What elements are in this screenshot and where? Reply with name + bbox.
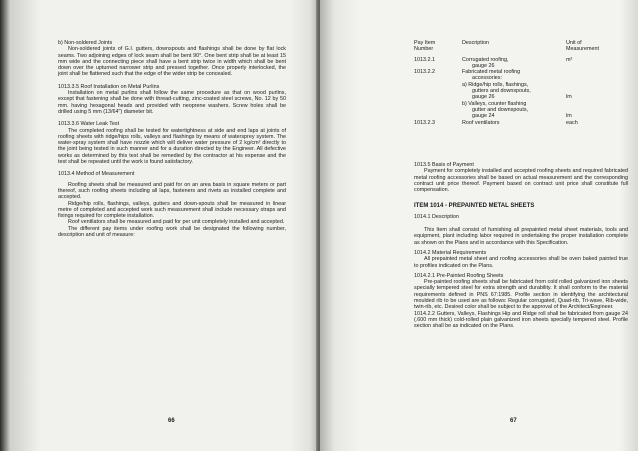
section-1014-2-heading: 1014.2 Material Requirements xyxy=(414,249,487,256)
row-description-line-2: accessories: xyxy=(472,75,502,82)
section-1014-1-paragraph: This Item shall consist of furnishing all prepainted metal sheet materials, tools and equipment, plant including labor required in undertaking the proper installation complete as shown on the Plans and in accordance with this Specification. xyxy=(414,227,628,246)
header-pay-item: Pay Item xyxy=(414,40,436,46)
section-1013-5-paragraph: Payment for completely installed and accepted roofing sheets and required fabricated metal roofing accessories shall be based on actual measurement and the corresponding contract unit price thereof. Payment based on contract unit price shall constitute full compensation. xyxy=(414,168,628,194)
section-1013-3-6-heading: 1013.3.6 Water Leak Test xyxy=(58,121,120,128)
item-b-paragraph: Non-soldered joints of G.I. gutters, downspouts and flashings shall be done by flat lock seams. Two adjoining edges of lock seam shall be bent 90°. One bent strip shall be at least 15 mm wide and the connecting piece shall have a bent strip twice in width which shall be bent down over the upturned narrower strip and pressed together. Once properly interlocked, the joint shall be flattened such that the edge of the wider strip be concealed. xyxy=(58,46,286,78)
right-text-column xyxy=(414,162,628,330)
row-description-line-2: gutters and downspouts, xyxy=(472,88,531,95)
header-unit: Unit of xyxy=(566,40,582,46)
item-b-heading: b) Non-soldered Joints xyxy=(58,40,113,46)
section-1013-5-heading: 1013.5 Basis of Payment xyxy=(414,162,474,168)
row-description: b) Valleys, counter flashing xyxy=(462,100,527,107)
section-1013-4-paragraph-2: Ridge/hip rolls, flashings, valleys, gutters and down-spouts shall be measured in linear metre of completed and accepted work such measurement shall include necessary straps and fixings required for complete installation. xyxy=(58,200,286,220)
section-1014-2-1-paragraph: Pre-painted roofing sheets shall be fabricated from cold rolled galvanized iron sheets specially tempered steel for extra strength and durability. It shall conform to the material requirements defined in PNS 67:1985. Profile section in identifying the architectural moulded rib to be used are as follows: Regular corrugated, Quad-rib, Tri-wave, Rib-wide, twin-rib, etc. Desired color shall be subject to the approval of the Architect/Engineer. xyxy=(414,279,628,311)
row-number: 1013.2.3 xyxy=(414,119,435,126)
section-1013-3-6-paragraph: The completed roofing shall be tested for watertightness at side and end laps at joints of roofing sheets with ridge/hips rolls, valleys and flashings by means of watersprey system. The water-spray system shall have nozzle which will deliver water pressure of 2 kg/cm² directly to the joint being tested in such manner and for a duration directed by the Engineer. All defective works as determined by this test shall be remedied by the contractor at his expense and the test shall be repeated until the work is found satisfactory. xyxy=(58,127,286,166)
row-number: 1013.2.1 xyxy=(414,56,435,63)
row-unit: m² xyxy=(566,56,573,63)
section-1013-4-paragraph-1: Roofing sheets shall be measured and paid for on an area basis in square meters or part thereof, such roofing sheets including all laps, fasteners and rivets as installed complete and accepted. xyxy=(58,181,286,201)
table-row xyxy=(414,82,624,101)
row-description-line-2: gutter and downspouts, xyxy=(472,106,529,113)
section-1013-3-5-paragraph: Installation on metal purlins shall follow the same procedure as that on wood purlins, except that fastening shall be done with thread-cutting, zinc-coated steel screws, No. 12 by 50 mm. having hexagonal heads and provided with neoprene washers. Screw holes shall be drilled using 5 mm (13/64") diameter bit. xyxy=(58,90,286,115)
row-description-line-2: gauge 26 xyxy=(472,62,495,69)
table-row xyxy=(414,57,624,70)
section-1013-4-heading: 1013.4 Method of Measurement xyxy=(58,171,135,178)
table-row xyxy=(414,120,624,126)
row-number: 1013.2.2 xyxy=(414,69,435,76)
row-unit: each xyxy=(566,119,578,126)
row-description-line-3: gauge 24 xyxy=(472,113,495,120)
table-header-row xyxy=(414,40,624,53)
section-1014-2-1-heading: 1014.2.1 Pre-Painted Roofing Sheets xyxy=(414,272,504,279)
row-unit: lm xyxy=(566,113,572,120)
header-number: Number xyxy=(414,46,434,53)
item-1014-heading: ITEM 1014 - PREPAINTED METAL SHEETS xyxy=(414,203,535,210)
section-1014-1-heading: 1014.1 Description xyxy=(414,213,459,220)
header-description: Description xyxy=(462,40,489,46)
header-measurement: Measurement xyxy=(566,46,599,53)
left-page-number: 66 xyxy=(168,418,175,424)
section-1013-4-paragraph-4: The different pay items under roofing work shall be designated the following number, description and unit of measure: xyxy=(58,225,286,239)
row-description-line-3: gauge 26 xyxy=(472,94,495,101)
left-page xyxy=(0,0,318,451)
row-description: Roof ventilators xyxy=(462,119,500,126)
row-description: Corrugated roofing, xyxy=(462,56,509,63)
section-1013-3-5-heading: 1013.3.5 Roof Installation on Metal Purlins xyxy=(58,83,160,90)
section-1014-2-2-paragraph: 1014.2.2 Gutters, Valleys, Flashings Hip and Ridge roll shall be fabricated from gauge 24 (.600 mm thick) cold-rolled plain galvanized iron sheets specially tempered steel. Profile section shall be as indicated on the Plans. xyxy=(414,310,628,330)
table-row xyxy=(414,101,624,120)
pay-items-table xyxy=(414,40,624,126)
row-unit: lm xyxy=(566,94,572,101)
right-page xyxy=(320,0,638,451)
table-row xyxy=(414,69,624,82)
right-page-number: 67 xyxy=(510,418,517,424)
left-text-column xyxy=(58,40,286,238)
section-1014-2-paragraph: All prepainted metal sheet and roofing accessories shall be oven baked painted true to profiles indicated on the Plans. xyxy=(414,256,628,269)
row-description: Fabricated metal roofing xyxy=(462,69,521,76)
row-description: a) Ridge/hip rolls, flashings, xyxy=(462,81,529,88)
section-1013-4-paragraph-3: Roof ventilators shall be measured and paid for per unit completely installed and accepted. xyxy=(68,219,285,226)
